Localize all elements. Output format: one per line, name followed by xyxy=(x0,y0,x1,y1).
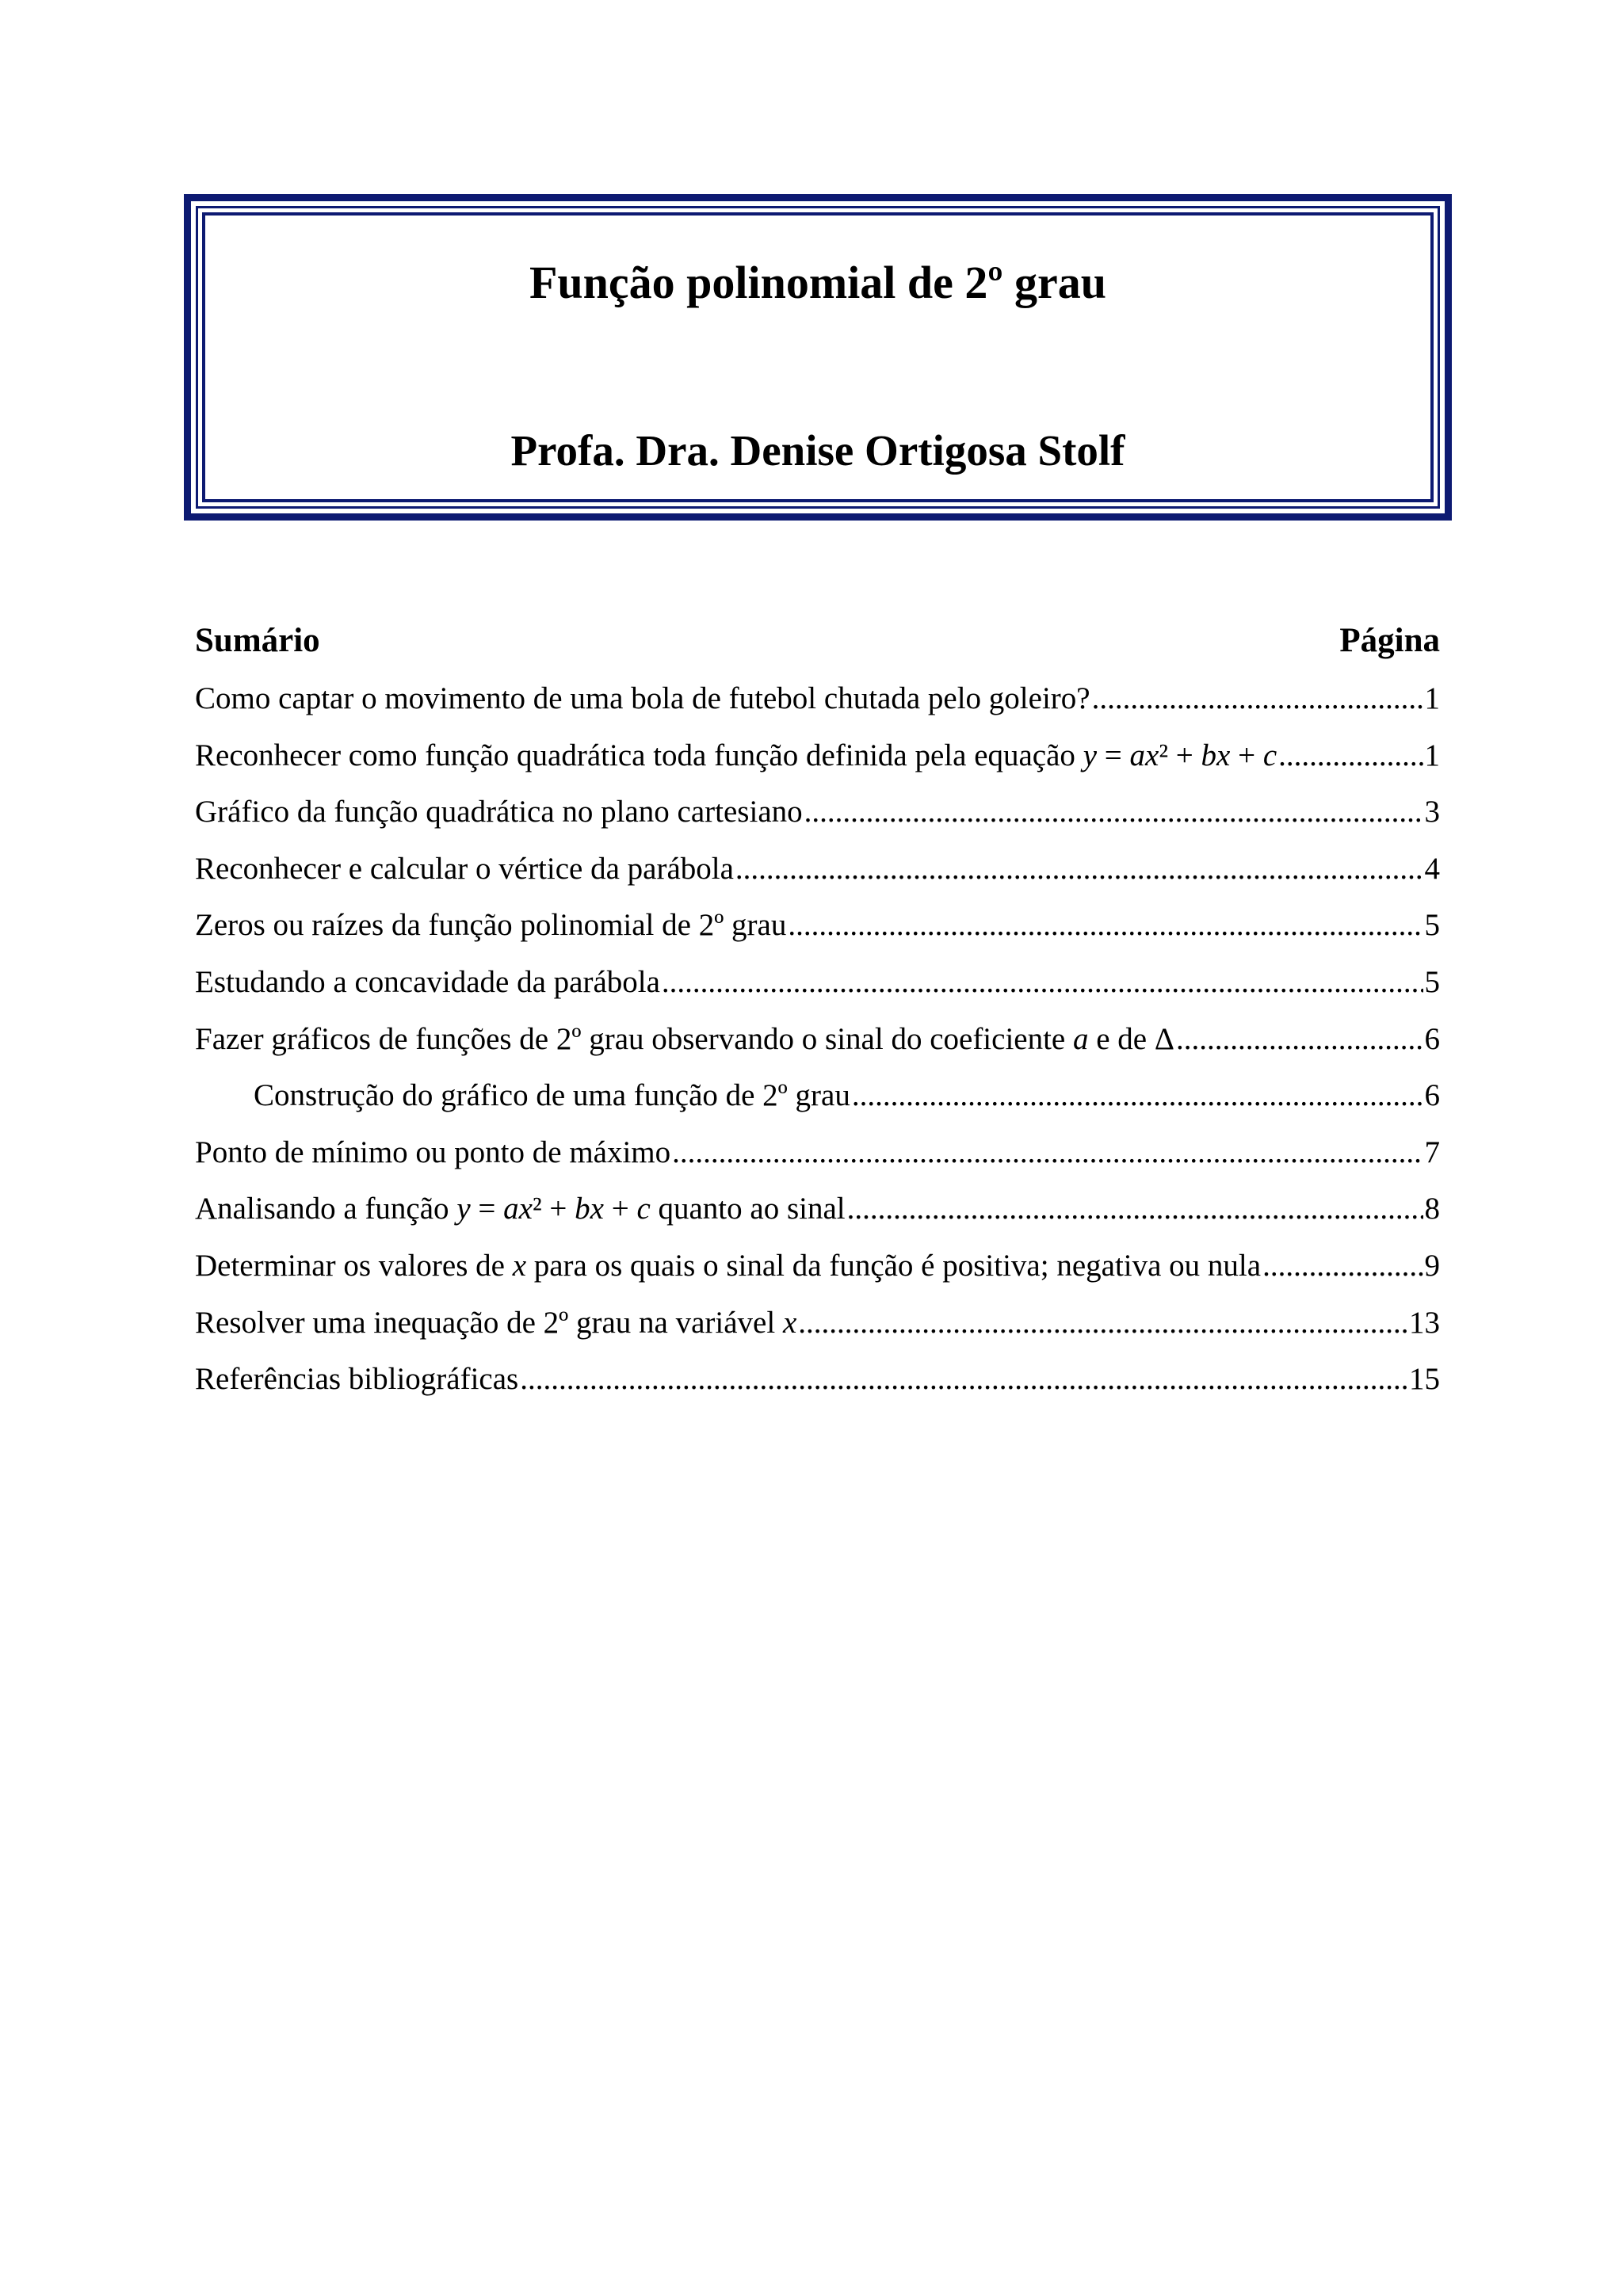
toc-entry[interactable] xyxy=(195,1351,1440,1408)
toc-entry-page-number: 6 xyxy=(1424,1021,1440,1056)
toc-entry[interactable] xyxy=(195,1180,1440,1238)
toc-entry[interactable] xyxy=(195,897,1440,954)
toc-entry-page-number: 1 xyxy=(1424,738,1440,772)
toc-entry[interactable] xyxy=(195,784,1440,841)
toc-page-heading: Página xyxy=(1339,622,1440,659)
toc-entry-title: Determinar os valores de x para os quais o sinal da função é positiva; negativa ou nula xyxy=(195,1248,1262,1283)
toc-dot-leader xyxy=(520,1351,1407,1408)
toc-entry[interactable] xyxy=(195,1124,1440,1181)
toc-entry-title: Construção do gráfico de uma função de 2º grau xyxy=(254,1078,850,1113)
toc-entry-title: Fazer gráficos de funções de 2º grau observando o sinal do coeficiente a e de Δ xyxy=(195,1021,1174,1056)
toc-entry-page-number: 6 xyxy=(1424,1078,1440,1113)
toc-dot-leader xyxy=(1278,727,1423,784)
toc-entry-title: Reconhecer como função quadrática toda função definida pela equação y = ax² + bx + c xyxy=(195,738,1277,772)
toc-entry-title: Estudando a concavidade da parábola xyxy=(195,964,660,999)
toc-entry-title: Resolver uma inequação de 2º grau na variável x xyxy=(195,1305,797,1340)
toc-dot-leader xyxy=(847,1180,1423,1238)
toc-entry[interactable] xyxy=(195,1295,1440,1352)
toc-dot-leader xyxy=(662,954,1423,1011)
toc-entry-page-number: 1 xyxy=(1424,681,1440,715)
toc-dot-leader xyxy=(852,1067,1423,1124)
toc-entry[interactable] xyxy=(195,1011,1440,1068)
toc-entry[interactable] xyxy=(195,1238,1440,1295)
document-author: Profa. Dra. Denise Ortigosa Stolf xyxy=(510,426,1125,475)
title-frame xyxy=(184,194,1452,521)
toc-entry[interactable] xyxy=(195,1067,1440,1124)
toc-header xyxy=(195,612,1440,670)
toc-entry-title: Referências bibliográficas xyxy=(195,1362,519,1397)
toc-entry-title: Analisando a função y = ax² + bx + c quanto ao sinal xyxy=(195,1192,846,1226)
toc-entry-page-number: 15 xyxy=(1409,1362,1440,1397)
toc-list xyxy=(195,670,1440,1408)
toc-entry-title: Ponto de mínimo ou ponto de máximo xyxy=(195,1135,671,1169)
toc-heading: Sumário xyxy=(195,622,320,659)
toc-dot-leader xyxy=(1176,1011,1423,1068)
toc-entry[interactable] xyxy=(195,841,1440,898)
toc-dot-leader xyxy=(788,897,1423,954)
toc-entry[interactable] xyxy=(195,954,1440,1011)
toc-dot-leader xyxy=(672,1124,1423,1181)
toc-entry-page-number: 9 xyxy=(1424,1248,1440,1283)
toc-entry-page-number: 3 xyxy=(1424,795,1440,830)
table-of-contents xyxy=(195,612,1440,1408)
toc-entry-title: Reconhecer e calcular o vértice da parábola xyxy=(195,851,734,886)
toc-entry-page-number: 5 xyxy=(1424,964,1440,999)
toc-entry-page-number: 7 xyxy=(1424,1135,1440,1169)
toc-entry[interactable] xyxy=(195,670,1440,727)
toc-entry-title: Como captar o movimento de uma bola de futebol chutada pelo goleiro? xyxy=(195,681,1090,715)
toc-dot-leader xyxy=(1262,1238,1423,1295)
toc-entry-page-number: 4 xyxy=(1424,851,1440,886)
toc-entry-page-number: 13 xyxy=(1409,1305,1440,1340)
toc-entry-title: Zeros ou raízes da função polinomial de 2º grau xyxy=(195,908,787,943)
toc-dot-leader xyxy=(804,784,1423,841)
toc-dot-leader xyxy=(798,1295,1407,1352)
toc-dot-leader xyxy=(1092,670,1423,727)
document-title: Função polinomial de 2º grau xyxy=(529,257,1107,308)
toc-entry-title: Gráfico da função quadrática no plano cartesiano xyxy=(195,795,803,830)
toc-entry[interactable] xyxy=(195,727,1440,784)
toc-dot-leader xyxy=(735,841,1423,898)
toc-entry-page-number: 8 xyxy=(1424,1192,1440,1226)
toc-entry-page-number: 5 xyxy=(1424,908,1440,943)
